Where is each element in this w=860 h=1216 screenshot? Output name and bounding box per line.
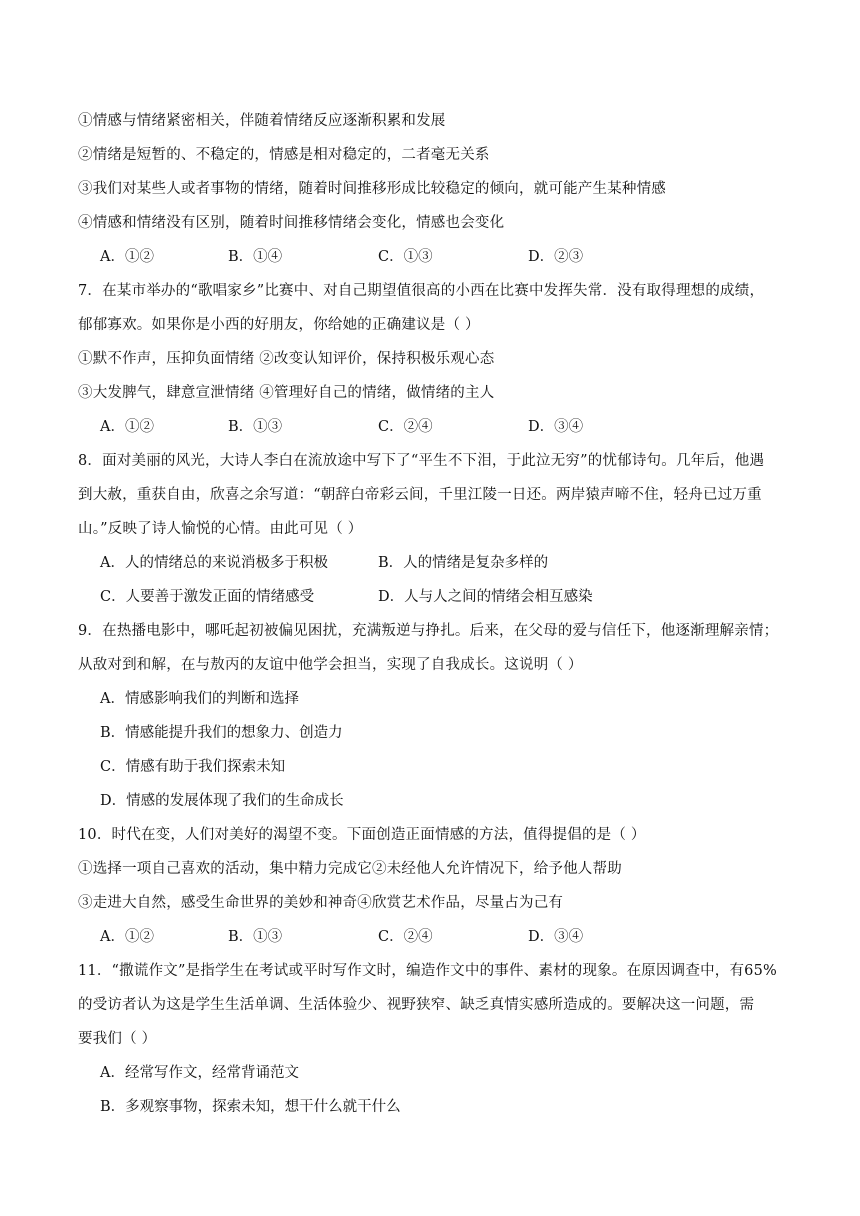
q6-statement-2: ②情绪是短暂的、不稳定的，情感是相对稳定的，二者毫无关系: [78, 147, 490, 163]
q6-option-c[interactable]: C．①③: [378, 249, 433, 265]
q11-stem-line-1: 11．“撒谎作文”是指学生在考试或平时写作文时，编造作文中的事件、素材的现象。在原因调查中，有65%: [78, 963, 778, 979]
q7-option-a[interactable]: A．①②: [100, 419, 154, 435]
q10-statement-1: ①选择一项自己喜欢的活动，集中精力完成它②未经他人允许情况下，给予他人帮助: [78, 861, 622, 877]
q9-option-c[interactable]: C．情感有助于我们探索未知: [100, 759, 286, 775]
q11-option-a[interactable]: A．经常写作文，经常背诵范文: [100, 1065, 299, 1081]
q9-stem-line-2: 从敌对到和解，在与敖丙的友谊中他学会担当，实现了自我成长。这说明（ ）: [78, 657, 583, 673]
q8-stem-line-3: 山。”反映了诗人愉悦的心情。由此可见（ ）: [78, 521, 363, 537]
q10-option-b[interactable]: B．①③: [228, 929, 283, 945]
q7-statement-2: ③大发脾气，肆意宣泄情绪 ④管理好自己的情绪，做情绪的主人: [78, 385, 495, 401]
q9-stem-line-1: 9．在热播电影中，哪吒起初被偏见困扰，充满叛逆与挣扎。后来，在父母的爱与信任下，他逐渐理解亲情；: [78, 623, 779, 639]
q11-stem-line-2: 的受访者认为这是学生生活单调、生活体验少、视野狭窄、缺乏真情实感所造成的。要解决这一问题，需: [78, 997, 755, 1013]
q11-stem-line-3: 要我们（ ）: [78, 1031, 157, 1047]
q10-option-c[interactable]: C．②④: [378, 929, 433, 945]
q10-statement-2: ③走进大自然，感受生命世界的美妙和神奇④欣赏艺术作品，尽量占为己有: [78, 895, 564, 911]
q6-statement-4: ④情感和情绪没有区别，随着时间推移情绪会变化，情感也会变化: [78, 215, 505, 231]
q7-stem-line-1: 7．在某市举办的“歌唱家乡”比赛中、对自己期望值很高的小西在比赛中发挥失常．没有取得理想的成绩，: [78, 283, 765, 299]
q6-statement-1: ①情感与情绪紧密相关，伴随着情绪反应逐渐积累和发展: [78, 113, 446, 129]
q8-option-c[interactable]: C．人要善于激发正面的情绪感受: [100, 589, 315, 605]
q6-statement-3: ③我们对某些人或者事物的情绪，随着时间推移形成比较稳定的倾向，就可能产生某种情感: [78, 181, 666, 197]
q6-option-d[interactable]: D．②③: [528, 249, 584, 265]
q7-option-c[interactable]: C．②④: [378, 419, 433, 435]
q7-option-d[interactable]: D．③④: [528, 419, 584, 435]
q7-statement-1: ①默不作声，压抑负面情绪 ②改变认知评价，保持积极乐观心态: [78, 351, 495, 367]
q9-option-d[interactable]: D．情感的发展体现了我们的生命成长: [100, 793, 344, 809]
q8-option-d[interactable]: D．人与人之间的情绪会相互感染: [378, 589, 593, 605]
q7-stem-line-2: 郁郁寡欢。如果你是小西的好朋友，你给她的正确建议是（ ）: [78, 317, 480, 333]
q8-stem-line-1: 8．面对美丽的风光，大诗人李白在流放途中写下了“平生不下泪，于此泣无穷”的忧郁诗句。几年后，他遇: [78, 453, 765, 469]
q8-option-b[interactable]: B．人的情绪是复杂多样的: [378, 555, 549, 571]
q8-option-a[interactable]: A．人的情绪总的来说消极多于积极: [100, 555, 328, 571]
q8-stem-line-2: 到大赦，重获自由，欣喜之余写道：“朝辞白帝彩云间，千里江陵一日还。两岸猿声啼不住，轻舟已过万重: [78, 487, 762, 503]
q10-stem-line-1: 10．时代在变，人们对美好的渴望不变。下面创造正面情感的方法，值得提倡的是（ ）: [78, 827, 646, 843]
q10-option-d[interactable]: D．③④: [528, 929, 584, 945]
q6-option-a[interactable]: A．①②: [100, 249, 154, 265]
q9-option-b[interactable]: B．情感能提升我们的想象力、创造力: [100, 725, 343, 741]
q7-option-b[interactable]: B．①③: [228, 419, 283, 435]
q10-option-a[interactable]: A．①②: [100, 929, 154, 945]
q11-option-b[interactable]: B．多观察事物，探索未知，想干什么就干什么: [100, 1099, 401, 1115]
q6-option-b[interactable]: B．①④: [228, 249, 283, 265]
q9-option-a[interactable]: A．情感影响我们的判断和选择: [100, 691, 299, 707]
